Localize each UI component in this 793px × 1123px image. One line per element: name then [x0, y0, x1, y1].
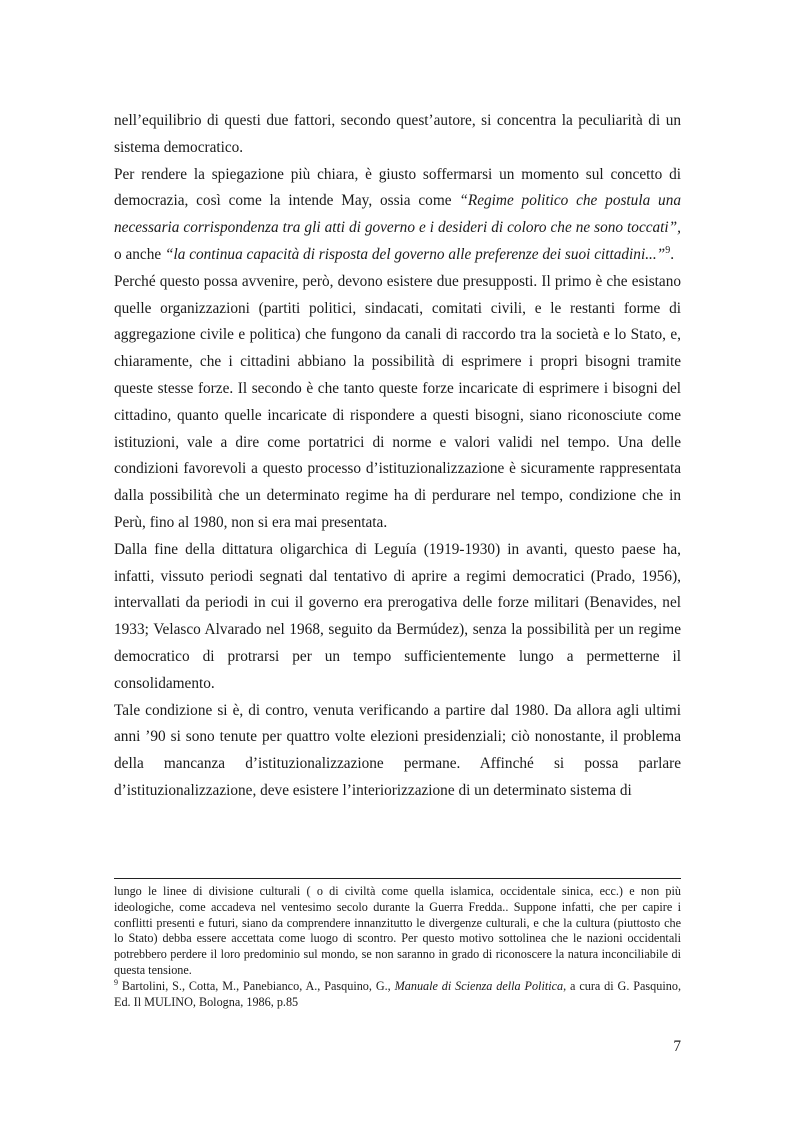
page-number: 7	[673, 1038, 681, 1055]
paragraph-1: nell’equilibrio di questi due fattori, secondo quest’autore, si concentra la peculiarità di un sistema democratico.	[114, 112, 681, 156]
main-text	[114, 108, 681, 805]
footnote-9-text-a: Bartolini, S., Cotta, M., Panebianco, A., Pasquino, G.,	[118, 978, 395, 993]
paragraph-2-text-e: .	[670, 245, 675, 263]
paragraph-4: Dalla fine della dittatura oligarchica di Leguía (1919-1930) in avanti, questo paese ha, infatti, vissuto periodi segnati dal tentativo di aprire a regimi democratici (Prado, 1956), intervallati da periodi in cui il governo era prerogativa delle forze militari (Benavides, nel 1933; Velasco Alvarado nel 1968, seguito da Bermúdez), senza la possibilità per un regime democratico di protrarsi per un tempo sufficientemente lungo a permetterne il consolidamento.	[114, 540, 681, 692]
paragraph-2	[114, 162, 681, 269]
may-definition-quote: “Regime politico che postula una necessaria corrispondenza tra gli atti di governo e i desideri di coloro che ne sono toccati”,	[114, 192, 681, 237]
paragraph-5: Tale condizione si è, di contro, venuta verificando a partire dal 1980. Da allora agli ultimi anni ’90 si sono tenute per quattro volte elezioni presidenziali; ciò nonostante, il problema della mancanza d’istituzionalizzazione permane. Affinché si possa parlare d’istituzionalizzazione, deve esistere l’interiorizzazione di un determinato sistema di	[114, 701, 681, 799]
footnote-reference-9: 9	[665, 244, 671, 256]
may-second-quote: “la continua capacità di risposta del governo alle preferenze dei suoi cittadini...”	[164, 245, 666, 263]
paragraph-2-text-c: o anche	[114, 245, 165, 263]
footnote-9-text-b: , a cura di G. Pasquino, Ed. Il MULINO, Bologna, 1986, p.85	[114, 978, 681, 1009]
footnote-separator	[114, 878, 681, 879]
footnote-9	[114, 979, 681, 1011]
footnote-continued: lungo le linee di divisione culturali ( o di civiltà come quella islamica, occidentale sinica, ecc.) e non più ideologiche, come accadeva nel ventesimo secolo durante la Guerra Fredda.. Suppone infatti, che per capire i conflitti presenti e futuri, siano da comprendere innanzitutto le divergenze culturali, e che la cultura (piuttosto che lo Stato) debba essere accettata come luogo di scontro. Per questo motivo sottolinea che le nazioni occidentali potrebbero perdere il loro predominio sul mondo, se non saranno in grado di riconoscere la natura inconciliabile di questa tensione.	[114, 884, 681, 977]
footnote-9-number: 9	[114, 977, 118, 987]
paragraph-2-text-a: Per rendere la spiegazione più chiara, è giusto soffermarsi un momento sul concetto di democrazia, così come la intende May, ossia come	[114, 165, 681, 210]
footnotes	[114, 884, 681, 1010]
footnote-9-book-title: Manuale di Scienza della Politica	[394, 978, 564, 993]
paragraph-3: Perché questo possa avvenire, però, devono esistere due presupposti. Il primo è che esistano quelle organizzazioni (partiti politici, sindacati, comitati civili, e le restanti forme di aggregazione civile e politica) che fungono da canali di raccordo tra la società e lo Stato, e, chiaramente, che i cittadini abbiano la possibilità di esprimere i propri bisogni tramite queste stesse forze. Il secondo è che tanto queste forze incaricate di esprimere i bisogni del cittadino, quanto quelle incaricate di rispondere a questi bisogni, siano riconosciute come istituzioni, vale a dire come portatrici di norme e valori validi nel tempo. Una delle condizioni favorevoli a questo processo d’istituzionalizzazione è sicuramente rappresentata dalla possibilità che un determinato regime ha di perdurare nel tempo, condizione che in Perù, fino al 1980, non si era mai presentata.	[114, 272, 681, 531]
